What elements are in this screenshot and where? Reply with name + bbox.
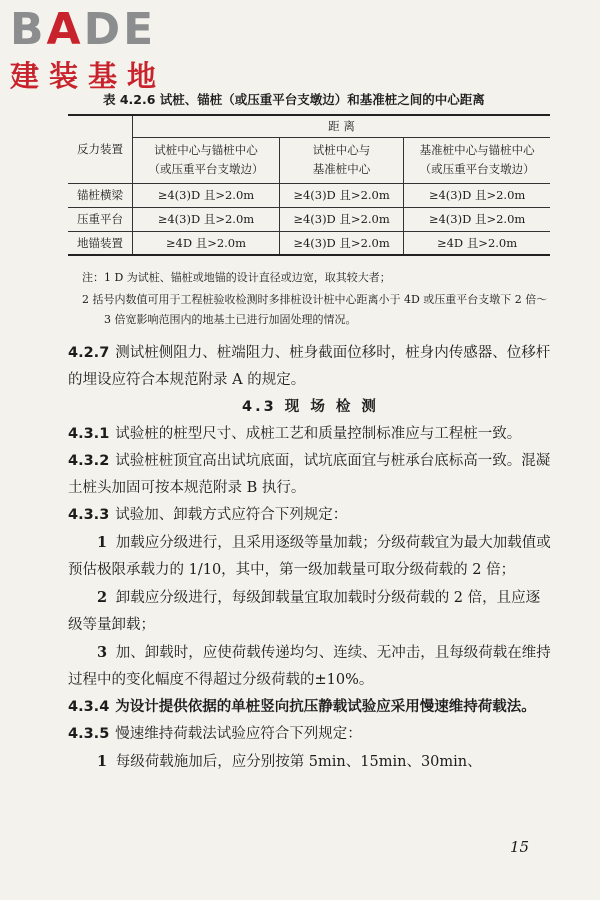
clause-4-3-3: 4.3.3 试验加、卸载方式应符合下列规定： bbox=[68, 507, 348, 523]
table-cell: ≥4(3)D 且>2.0m bbox=[279, 207, 403, 231]
row-label: 锚桩横梁 bbox=[68, 183, 133, 207]
distance-table bbox=[68, 114, 550, 256]
col-header: 试桩中心与锚桩中心 （或压重平台支墩边） bbox=[133, 137, 280, 183]
table-cell: ≥4(3)D 且>2.0m bbox=[404, 183, 550, 207]
clause-4-3-3-item: 3 加、卸载时，应使荷载传递均匀、连续、无冲击，且每级荷载在维持过程中的变化幅度不得超过分级荷载的±10%。 bbox=[68, 644, 551, 688]
table-cell: ≥4(3)D 且>2.0m bbox=[279, 231, 403, 255]
table-caption: 表 4.2.6 试桩、锚桩（或压重平台支墩边）和基准桩之间的中心距离 bbox=[103, 92, 485, 107]
row-label: 地锚装置 bbox=[68, 231, 133, 255]
clause-4-3-3-item: 1 加载应分级进行，且采用逐级等量加载；分级荷载宜为最大加载值或预估极限承载力的 1/10，其中，第一级加载量可取分级荷载的 2 倍； bbox=[68, 534, 551, 578]
clause-4-3-1: 4.3.1 试验桩的桩型尺寸、成桩工艺和质量控制标准应与工程桩一致。 bbox=[68, 426, 522, 442]
table-cell: ≥4(3)D 且>2.0m bbox=[404, 207, 550, 231]
site-logo bbox=[10, 4, 167, 95]
table-cell: ≥4D 且>2.0m bbox=[133, 231, 280, 255]
table-cell: ≥4(3)D 且>2.0m bbox=[279, 183, 403, 207]
note-1: 注：1 D 为试桩、锚桩或地锚的设计直径或边宽，取其较大者； bbox=[82, 271, 391, 284]
clause-4-3-4: 4.3.4 为设计提供依据的单桩竖向抗压静载试验应采用慢速维持荷载法。 bbox=[68, 699, 536, 715]
table-header-row bbox=[68, 115, 550, 137]
clause-4-3-3-item: 2 卸载应分级进行，每级卸载量宜取加载时分级荷载的 2 倍，且应逐级等量卸载； bbox=[68, 589, 541, 633]
logo-subtitle: 建装基地 bbox=[10, 59, 167, 93]
col-header: 试桩中心与 基准桩中心 bbox=[279, 137, 403, 183]
group-header: 距 离 bbox=[133, 115, 551, 137]
row-label: 压重平台 bbox=[68, 207, 133, 231]
col-header: 基准桩中心与锚桩中心 （或压重平台支墩边） bbox=[404, 137, 550, 183]
table-cell: ≥4D 且>2.0m bbox=[404, 231, 550, 255]
table-row bbox=[68, 231, 550, 255]
clause-4-2-7: 4.2.7 测试桩侧阻力、桩端阻力、桩身截面位移时，桩身内传感器、位移杆的埋设应符合本规范附录 A 的规定。 bbox=[68, 345, 551, 388]
clause-4-3-5-item: 1 每级荷载施加后，应分别按第 5min、15min、30min、 bbox=[97, 753, 482, 770]
page-number: 15 bbox=[510, 838, 530, 856]
table-cell: ≥4(3)D 且>2.0m bbox=[133, 183, 280, 207]
table-notes bbox=[82, 268, 552, 330]
table-subheader-row bbox=[68, 137, 550, 183]
note-2: 2 括号内数值可用于工程桩验收检测时多排桩设计桩中心距离小于 4D 或压重平台支墩下 2 倍～3 倍宽影响范围内的地基土已进行加固处理的情况。 bbox=[82, 293, 548, 326]
table-cell: ≥4(3)D 且>2.0m bbox=[133, 207, 280, 231]
clause-4-3-2: 4.3.2 试验桩桩顶宜高出试坑底面，试坑底面宜与桩承台底标高一致。混凝土桩头加固可按本规范附录 B 执行。 bbox=[68, 453, 551, 496]
section-title: 4.3 现 场 检 测 bbox=[242, 399, 379, 415]
clause-4-3-5: 4.3.5 慢速维持荷载法试验应符合下列规定： bbox=[68, 726, 362, 742]
row-header: 反力装置 bbox=[68, 115, 133, 183]
table-row bbox=[68, 183, 550, 207]
document-body bbox=[68, 340, 553, 776]
logo-wordmark: BADE bbox=[10, 4, 157, 55]
table-row bbox=[68, 207, 550, 231]
